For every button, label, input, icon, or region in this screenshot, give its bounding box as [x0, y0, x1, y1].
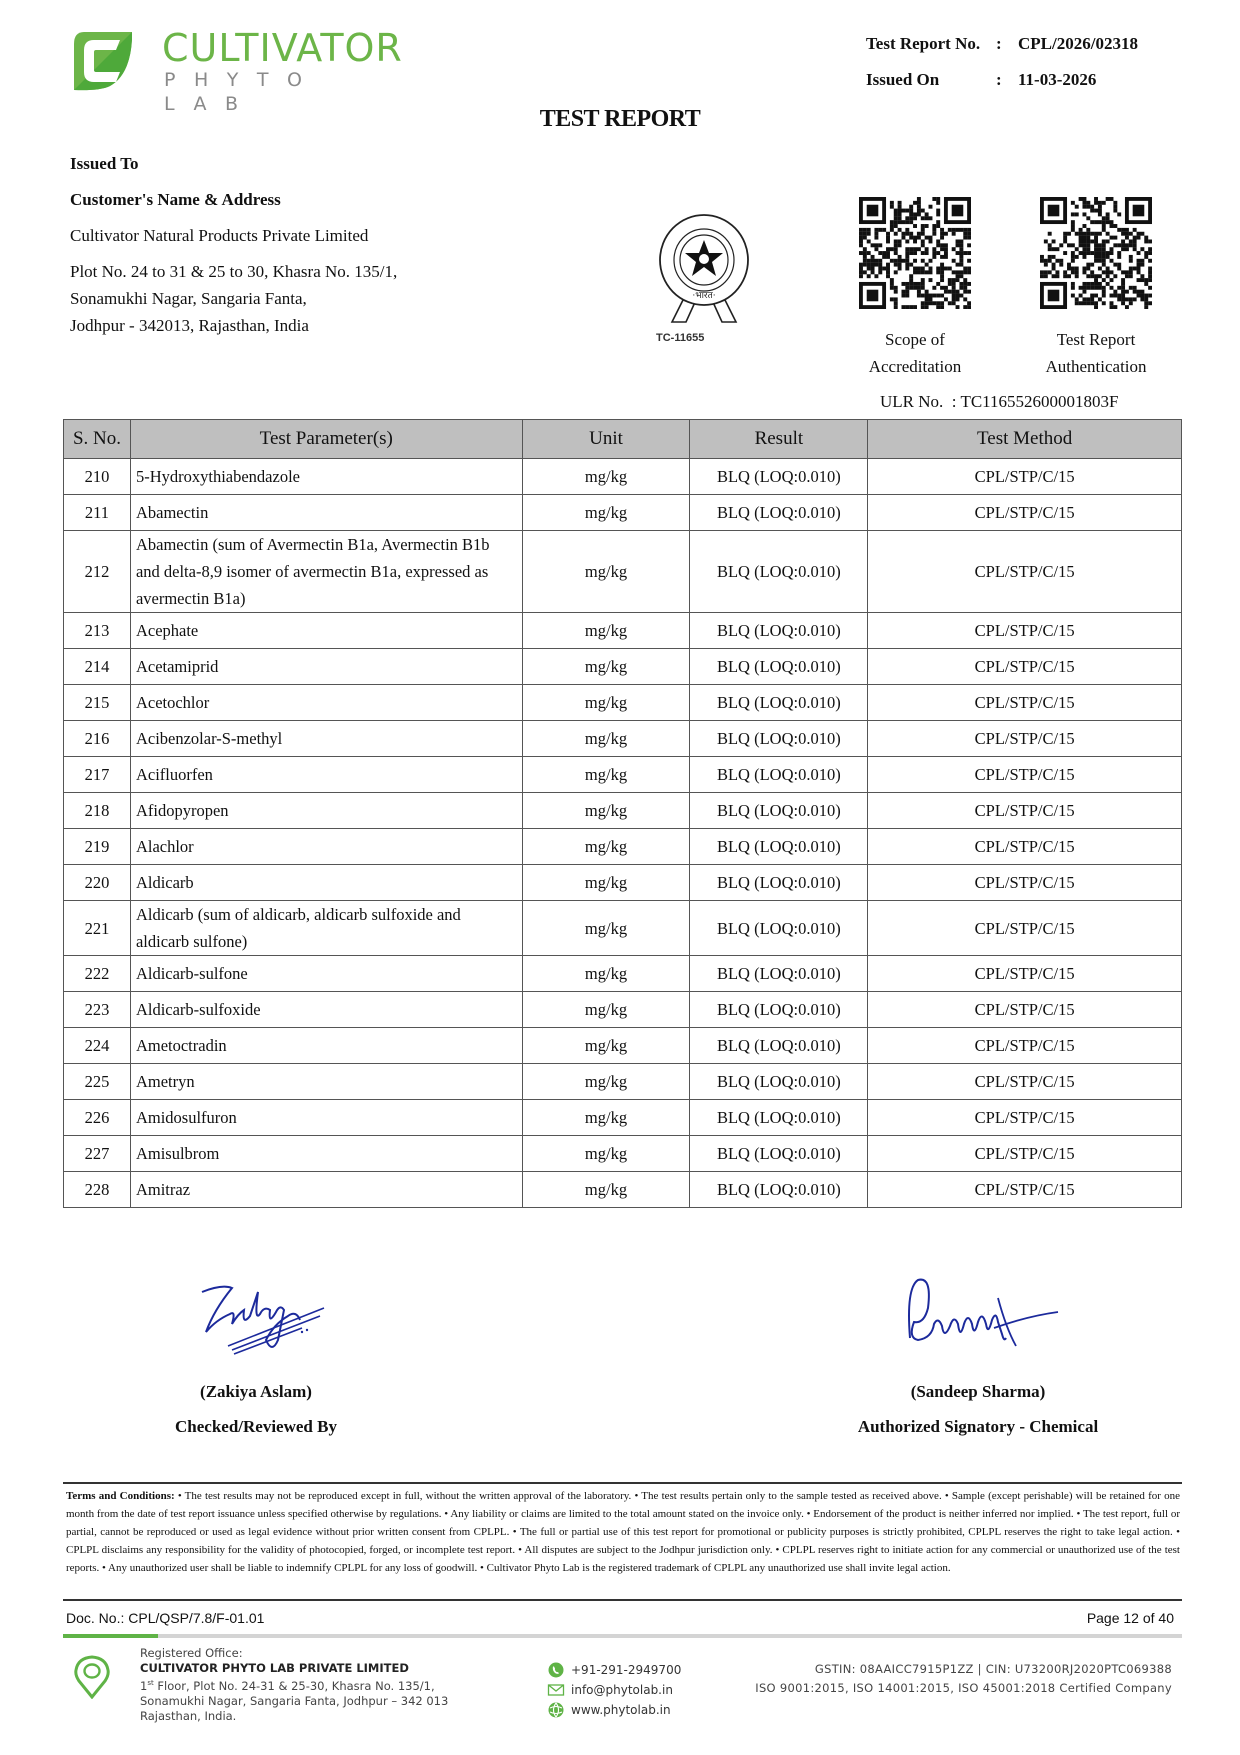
report-authentication-qr-code[interactable] [1040, 197, 1152, 309]
page-number: Page 12 of 40 [1086, 1610, 1174, 1626]
cell-method: CPL/STP/C/15 [868, 865, 1182, 901]
address-line: Jodhpur - 342013, Rajasthan, India [70, 316, 309, 335]
cell-parameter: Aldicarb-sulfone [130, 956, 522, 992]
issued-to-heading: Issued To [70, 154, 139, 173]
report-number-label: Test Report No. [866, 34, 981, 53]
email-address[interactable]: info@phytolab.in [571, 1683, 673, 1697]
cell-result: BLQ (LOQ:0.010) [690, 685, 868, 721]
table-row [64, 531, 1182, 613]
cell-sno: 220 [64, 865, 131, 901]
cell-result: BLQ (LOQ:0.010) [690, 459, 868, 495]
footer-bar-accent [63, 1634, 158, 1638]
terms-and-conditions [66, 1487, 1180, 1577]
cell-parameter: Amitraz [130, 1172, 522, 1208]
cell-unit: mg/kg [522, 613, 690, 649]
cell-unit: mg/kg [522, 829, 690, 865]
cell-parameter: Ametryn [130, 1064, 522, 1100]
cell-sno: 227 [64, 1136, 131, 1172]
cell-method: CPL/STP/C/15 [868, 757, 1182, 793]
brand-name: CULTIVATOR [162, 26, 403, 70]
table-row [64, 901, 1182, 956]
cell-sno: 213 [64, 613, 131, 649]
cell-sno: 223 [64, 992, 131, 1028]
divider [63, 1599, 1182, 1601]
cell-result: BLQ (LOQ:0.010) [690, 956, 868, 992]
cell-unit: mg/kg [522, 649, 690, 685]
office-floor: 1 [140, 1678, 148, 1693]
cell-result: BLQ (LOQ:0.010) [690, 721, 868, 757]
cell-result: BLQ (LOQ:0.010) [690, 531, 868, 613]
header-unit: Unit [522, 420, 690, 459]
table-row [64, 829, 1182, 865]
cell-method: CPL/STP/C/15 [868, 1028, 1182, 1064]
cell-sno: 228 [64, 1172, 131, 1208]
cell-parameter: 5-Hydroxythiabendazole [130, 459, 522, 495]
cell-unit: mg/kg [522, 685, 690, 721]
cell-parameter: Aldicarb [130, 865, 522, 901]
table-row [64, 613, 1182, 649]
cell-parameter: Abamectin [130, 495, 522, 531]
reviewer-role: Checked/Reviewed By [175, 1417, 337, 1436]
reviewer-signature [192, 1270, 332, 1360]
table-row [64, 459, 1182, 495]
cell-parameter: Acetochlor [130, 685, 522, 721]
cell-sno: 216 [64, 721, 131, 757]
cell-sno: 214 [64, 649, 131, 685]
ulr-label: ULR No. [880, 392, 944, 411]
cell-unit: mg/kg [522, 793, 690, 829]
cell-method: CPL/STP/C/15 [868, 829, 1182, 865]
company-legal-info [755, 1660, 1172, 1698]
cell-unit: mg/kg [522, 721, 690, 757]
results-table [63, 419, 1182, 1208]
cell-method: CPL/STP/C/15 [868, 956, 1182, 992]
cell-result: BLQ (LOQ:0.010) [690, 1028, 868, 1064]
table-row [64, 992, 1182, 1028]
cell-result: BLQ (LOQ:0.010) [690, 1100, 868, 1136]
page-title: TEST REPORT [539, 106, 701, 132]
terms-text: • The test results may not be reproduced except in full, without the written approval of the laboratory. • The test results pertain only to the sample tested as received above. • Sample (except perishable) will be retained for one month from the date of test report issuance unless specified otherwise by regulations. • Any liability or claims are limited to the total amount stated on the invoice only. • Endorsement of the product is neither inferred nor implied. • The test report, full or partial, cannot be reproduced or used as legal evidence without prior written consent from CPLPL. • The full or partial use of this test report for promotional or publicity purposes is strictly prohibited, CPLPL reserves the right to take legal action. • CPLPL disclaims any responsibility for the validity of photocopied, forged, or incomplete test report. • All disputes are subject to the Jodhpur jurisdiction only. • CPLPL reserves right to initiate action for any commercial or unauthorized use of the test reports. • Any unauthorized user shall be liable to indemnify CPLPL for any loss of goodwill. • Cultivator Phyto Lab is the registered trademark of CPLPL any unauthorized use shall invite legal action. [66, 1490, 1180, 1574]
office-line [140, 1676, 448, 1694]
office-address-3: Rajasthan, India. [140, 1708, 237, 1723]
reviewer-name: (Zakiya Aslam) [200, 1382, 312, 1401]
cell-method: CPL/STP/C/15 [868, 1064, 1182, 1100]
cell-unit: mg/kg [522, 757, 690, 793]
cell-result: BLQ (LOQ:0.010) [690, 829, 868, 865]
leaf-c-logo-icon [70, 26, 136, 92]
email-row [547, 1680, 681, 1700]
customer-heading: Customer's Name & Address [70, 190, 281, 209]
cell-parameter: Aldicarb (sum of aldicarb, aldicarb sulfoxide and aldicarb sulfone) [130, 901, 522, 956]
caption-line: Scope of [885, 330, 945, 349]
table-row [64, 1136, 1182, 1172]
cell-sno: 224 [64, 1028, 131, 1064]
svg-text:·भारत·: ·भारत· [692, 291, 716, 301]
caption-line: Test Report [1056, 330, 1136, 349]
document-number: Doc. No.: CPL/QSP/7.8/F-01.01 [66, 1610, 265, 1626]
cell-sno: 218 [64, 793, 131, 829]
table-row [64, 1028, 1182, 1064]
issued-on-label: Issued On [866, 70, 940, 89]
ulr-number [880, 392, 1119, 412]
website-link[interactable]: www.phytolab.in [571, 1703, 671, 1717]
footer-bar [63, 1634, 1182, 1638]
cell-parameter: Ametoctradin [130, 1028, 522, 1064]
cell-parameter: Acifluorfen [130, 757, 522, 793]
table-row [64, 721, 1182, 757]
cell-unit: mg/kg [522, 1028, 690, 1064]
header-parameter: Test Parameter(s) [130, 420, 522, 459]
iso-certifications: ISO 9001:2015, ISO 14001:2015, ISO 45001:2018 Certified Company [755, 1681, 1172, 1695]
terms-label: Terms and Conditions: [66, 1490, 175, 1502]
colon: : [996, 34, 1002, 53]
authentication-caption [1011, 326, 1181, 380]
cell-method: CPL/STP/C/15 [868, 459, 1182, 495]
cell-parameter: Aldicarb-sulfoxide [130, 992, 522, 1028]
table-row [64, 495, 1182, 531]
cell-result: BLQ (LOQ:0.010) [690, 901, 868, 956]
phone-number[interactable]: +91-291-2949700 [571, 1663, 682, 1677]
signatory-signature [898, 1268, 1068, 1358]
cell-unit: mg/kg [522, 459, 690, 495]
office-floor-sup: st [147, 1679, 154, 1687]
cell-method: CPL/STP/C/15 [868, 793, 1182, 829]
cell-method: CPL/STP/C/15 [868, 613, 1182, 649]
phone-row [547, 1660, 681, 1680]
cell-sno: 219 [64, 829, 131, 865]
cell-method: CPL/STP/C/15 [868, 495, 1182, 531]
cell-sno: 225 [64, 1064, 131, 1100]
caption-line: Authentication [1045, 357, 1147, 376]
issued-to-block [70, 150, 397, 339]
cell-unit: mg/kg [522, 1172, 690, 1208]
cell-method: CPL/STP/C/15 [868, 721, 1182, 757]
cell-parameter: Acibenzolar-S-methyl [130, 721, 522, 757]
cell-unit: mg/kg [522, 865, 690, 901]
ulr-value: : TC116552600001803F [951, 392, 1119, 411]
cell-result: BLQ (LOQ:0.010) [690, 793, 868, 829]
cell-method: CPL/STP/C/15 [868, 901, 1182, 956]
cell-result: BLQ (LOQ:0.010) [690, 1064, 868, 1100]
table-row [64, 865, 1182, 901]
table-row [64, 793, 1182, 829]
cell-sno: 215 [64, 685, 131, 721]
cell-method: CPL/STP/C/15 [868, 649, 1182, 685]
accreditation-seal [656, 210, 752, 350]
cell-sno: 211 [64, 495, 131, 531]
table-row [64, 685, 1182, 721]
cell-unit: mg/kg [522, 901, 690, 956]
cell-parameter: Alachlor [130, 829, 522, 865]
colon: : [996, 70, 1002, 89]
table-row [64, 1172, 1182, 1208]
divider [63, 1482, 1182, 1484]
cell-method: CPL/STP/C/15 [868, 685, 1182, 721]
accreditation-code: TC-11655 [656, 332, 705, 344]
cell-sno: 210 [64, 459, 131, 495]
cell-method: CPL/STP/C/15 [868, 531, 1182, 613]
signatory-name: (Sandeep Sharma) [910, 1382, 1046, 1401]
cell-sno: 222 [64, 956, 131, 992]
cell-sno: 212 [64, 531, 131, 613]
cell-parameter: Acetamiprid [130, 649, 522, 685]
phone-icon [547, 1662, 565, 1678]
cell-result: BLQ (LOQ:0.010) [690, 613, 868, 649]
cell-unit: mg/kg [522, 1100, 690, 1136]
website-row [547, 1700, 681, 1720]
issued-on-value: 11-03-2026 [1018, 70, 1097, 89]
cell-method: CPL/STP/C/15 [868, 1136, 1182, 1172]
office-address-1: Floor, Plot No. 24-31 & 25-30, Khasra No. 135/1, [153, 1678, 435, 1693]
table-row [64, 1064, 1182, 1100]
cell-unit: mg/kg [522, 531, 690, 613]
table-header-row [64, 420, 1182, 459]
table-row [64, 649, 1182, 685]
cell-unit: mg/kg [522, 992, 690, 1028]
cell-result: BLQ (LOQ:0.010) [690, 865, 868, 901]
address-line: Plot No. 24 to 31 & 25 to 30, Khasra No. 135/1, [70, 262, 398, 281]
cell-unit: mg/kg [522, 956, 690, 992]
globe-icon [547, 1702, 565, 1718]
table-row [64, 956, 1182, 992]
signatory-role: Authorized Signatory - Chemical [857, 1417, 1099, 1436]
cell-result: BLQ (LOQ:0.010) [690, 1136, 868, 1172]
caption-line: Accreditation [868, 357, 962, 376]
scope-caption [830, 326, 1000, 380]
report-meta [866, 26, 1138, 98]
cell-parameter: Afidopyropen [130, 793, 522, 829]
header-result: Result [690, 420, 868, 459]
gstin-cin: GSTIN: 08AAICC7915P1ZZ | CIN: U73200RJ2020PTC069388 [814, 1662, 1172, 1676]
cell-result: BLQ (LOQ:0.010) [690, 757, 868, 793]
cell-parameter: Amidosulfuron [130, 1100, 522, 1136]
cell-method: CPL/STP/C/15 [868, 1100, 1182, 1136]
company-logo [70, 26, 430, 115]
cell-unit: mg/kg [522, 1064, 690, 1100]
contact-block [547, 1660, 681, 1720]
header-sno: S. No. [64, 420, 131, 459]
cell-result: BLQ (LOQ:0.010) [690, 495, 868, 531]
cell-sno: 226 [64, 1100, 131, 1136]
mail-icon [547, 1682, 565, 1698]
cell-unit: mg/kg [522, 1136, 690, 1172]
address-line: Sonamukhi Nagar, Sangaria Fanta, [70, 289, 307, 308]
cell-result: BLQ (LOQ:0.010) [690, 649, 868, 685]
issued-on-row [866, 62, 1138, 98]
cell-parameter: Acephate [130, 613, 522, 649]
registered-office [140, 1646, 448, 1724]
office-address-2: Sonamukhi Nagar, Sangaria Fanta, Jodhpur – 342 013 [140, 1693, 449, 1708]
location-pin-icon [74, 1655, 110, 1699]
cell-result: BLQ (LOQ:0.010) [690, 992, 868, 1028]
cell-parameter: Amisulbrom [130, 1136, 522, 1172]
report-number-value: CPL/2026/02318 [1018, 34, 1138, 53]
cell-method: CPL/STP/C/15 [868, 992, 1182, 1028]
customer-name: Cultivator Natural Products Private Limited [70, 226, 369, 245]
scope-of-accreditation-qr-code[interactable] [859, 197, 971, 309]
nabl-seal-icon [656, 210, 752, 330]
cell-method: CPL/STP/C/15 [868, 1172, 1182, 1208]
cell-result: BLQ (LOQ:0.010) [690, 1172, 868, 1208]
table-row [64, 1100, 1182, 1136]
table-row [64, 757, 1182, 793]
cell-unit: mg/kg [522, 495, 690, 531]
cell-sno: 217 [64, 757, 131, 793]
office-label: Registered Office: [140, 1646, 243, 1660]
cell-parameter: Abamectin (sum of Avermectin B1a, Avermectin B1b and delta-8,9 isomer of avermectin B1a, expressed as avermectin B1a) [130, 531, 522, 613]
report-number-row [866, 26, 1138, 62]
office-company: CULTIVATOR PHYTO LAB PRIVATE LIMITED [140, 1661, 409, 1675]
cell-sno: 221 [64, 901, 131, 956]
brand-subtitle: PHYTO LAB [164, 69, 321, 115]
header-method: Test Method [868, 420, 1182, 459]
